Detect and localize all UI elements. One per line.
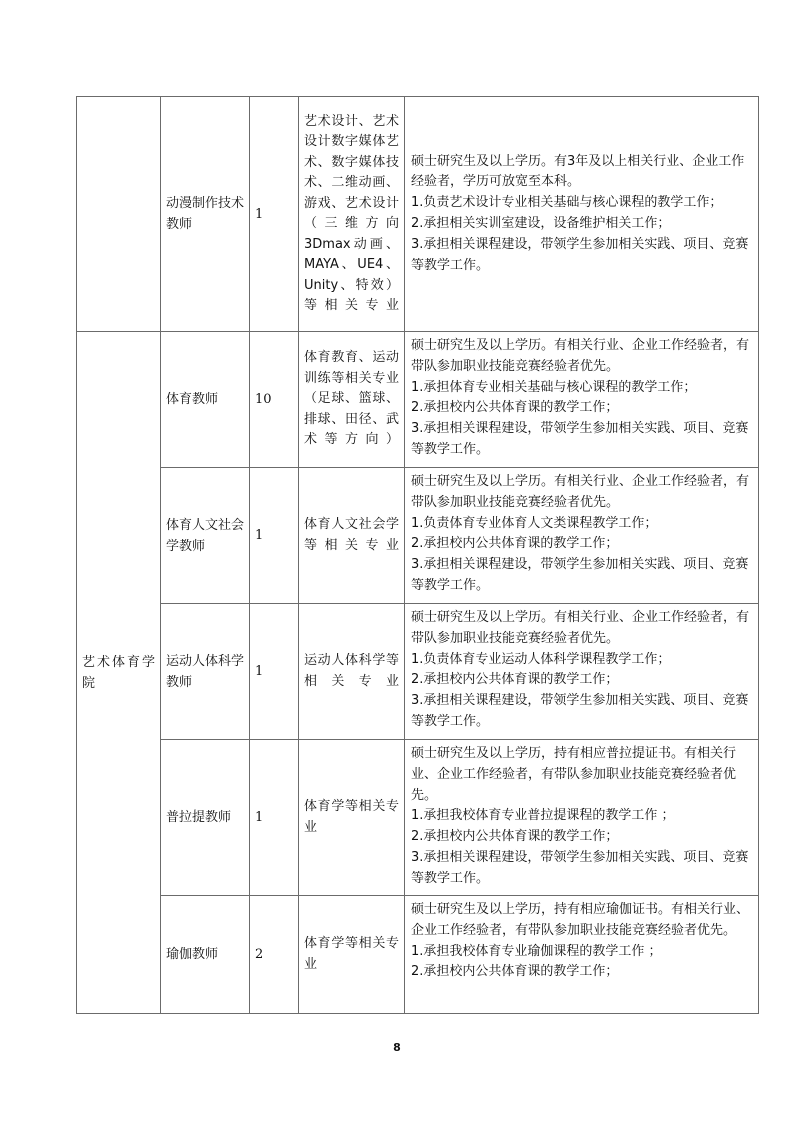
requirements-cell xyxy=(405,97,759,332)
requirement-line: 2.承担相关实训室建设，设备维护相关工作； xyxy=(411,216,671,231)
requirement-line: 1.承担我校体育专业瑜伽课程的教学工作 ； xyxy=(411,943,662,959)
position-cell: 体育教师 xyxy=(161,332,250,468)
table-row xyxy=(77,97,759,332)
requirement-line: 硕士研究生及以上学历。有3年及以上相关行业、企业工作经验者，学历可放宽至本科。 xyxy=(411,153,745,190)
requirement-line: 2.承担校内公共体育课的教学工作； xyxy=(411,964,619,980)
requirement-line: 3.承担相关课程建设，带领学生参加相关实践、项目、竞赛等教学工作。 xyxy=(411,849,749,886)
requirement-line: 1.负责体育专业运动人体科学课程教学工作； xyxy=(411,651,671,667)
requirement-line: 硕士研究生及以上学历，持有相应瑜伽证书。有相关行业、企业工作经验者，有带队参加职业技能竞赛经验者优先。 xyxy=(411,902,750,938)
requirement-line: 1.承担体育专业相关基础与核心课程的教学工作； xyxy=(411,379,697,395)
position-cell: 瑜伽教师 xyxy=(161,896,250,1014)
requirement-line: 3.承担相关课程建设，带领学生参加相关实践、项目、竞赛等教学工作。 xyxy=(411,693,749,729)
count-cell: 10 xyxy=(250,332,299,468)
requirement-line: 硕士研究生及以上学历，持有相应普拉提证书。有相关行业、企业工作经验者，有带队参加职业技能竞赛经验者优先。 xyxy=(411,746,737,803)
requirements-cell xyxy=(405,896,759,1014)
position-cell: 运动人体科学教师 xyxy=(161,604,250,740)
major-cell: 体育教育、运动训练等相关专业（足球、篮球、排球、田径、武术等方向） xyxy=(299,332,405,468)
requirement-line: 2.承担校内公共体育课的教学工作； xyxy=(411,829,619,845)
requirement-line: 3.承担相关课程建设，带领学生参加相关实践、项目、竞赛等教学工作。 xyxy=(411,421,749,457)
position-cell: 普拉提教师 xyxy=(161,740,250,896)
requirement-line: 3.承担相关课程建设，带领学生参加相关实践、项目、竞赛等教学工作。 xyxy=(411,557,749,593)
requirement-line: 2.承担校内公共体育课的教学工作； xyxy=(411,672,619,688)
position-cell: 体育人文社会学教师 xyxy=(161,468,250,604)
requirement-line: 1.负责艺术设计专业相关基础与核心课程的教学工作； xyxy=(411,195,723,211)
page-number: 8 xyxy=(393,1041,401,1054)
count-cell: 1 xyxy=(250,740,299,896)
major-cell: 运动人体科学等相关专业 xyxy=(299,604,405,740)
table-row xyxy=(77,468,759,604)
requirement-line: 2.承担校内公共体育课的教学工作； xyxy=(411,400,619,416)
count-cell: 1 xyxy=(250,604,299,740)
department-cell: 艺术体育学院 xyxy=(77,332,161,1014)
table-row xyxy=(77,896,759,1014)
recruitment-table xyxy=(76,96,759,1014)
table-row xyxy=(77,332,759,468)
major-cell: 体育学等相关专业 xyxy=(299,896,405,1014)
requirements-cell xyxy=(405,604,759,740)
count-cell: 1 xyxy=(250,97,299,332)
requirement-line: 1.负责体育专业体育人文类课程教学工作； xyxy=(411,515,658,531)
department-cell xyxy=(77,97,161,332)
table-row xyxy=(77,604,759,740)
major-cell: 体育人文社会学等相关专业 xyxy=(299,468,405,604)
major-cell: 体育学等相关专业 xyxy=(299,740,405,896)
major-cell: 艺术设计、艺术设计数字媒体艺术、数字媒体技术、二维动画、游戏、艺术设计（三维方向3Dmax动画、MAYA、UE4、Unity、特效）等相关专业 xyxy=(299,97,405,332)
requirement-line: 1.承担我校体育专业普拉提课程的教学工作 ； xyxy=(411,808,675,824)
requirement-line: 2.承担校内公共体育课的教学工作； xyxy=(411,536,619,552)
requirements-cell xyxy=(405,468,759,604)
position-cell: 动漫制作技术教师 xyxy=(161,97,250,332)
requirements-cell xyxy=(405,332,759,468)
count-cell: 1 xyxy=(250,468,299,604)
requirements-cell xyxy=(405,740,759,896)
requirement-line: 硕士研究生及以上学历。有相关行业、企业工作经验者，有带队参加职业技能竞赛经验者优先。 xyxy=(411,338,750,374)
requirement-line: 硕士研究生及以上学历。有相关行业、企业工作经验者，有带队参加职业技能竞赛经验者优先。 xyxy=(411,474,750,510)
requirement-line: 硕士研究生及以上学历。有相关行业、企业工作经验者，有带队参加职业技能竞赛经验者优先。 xyxy=(411,610,750,646)
table-row xyxy=(77,740,759,896)
count-cell: 2 xyxy=(250,896,299,1014)
requirement-line: 3.承担相关课程建设，带领学生参加相关实践、项目、竞赛等教学工作。 xyxy=(411,236,749,273)
